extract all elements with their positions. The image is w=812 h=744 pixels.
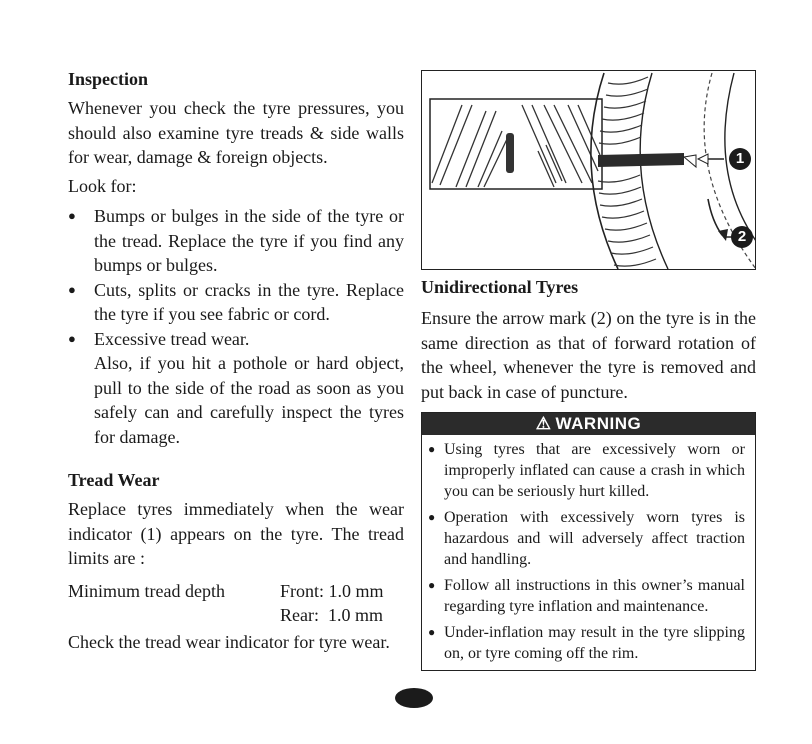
bullet-icon: ● [428,625,436,639]
warning-header [422,413,755,435]
bullet-icon: ● [68,281,76,297]
warning-title: WARNING [555,414,642,433]
bullet-icon: ● [428,578,436,592]
warning-triangle-icon: ⚠ [535,414,552,433]
right-column [421,70,756,671]
tread-wear-body: Replace tyres immediately when the wear indicator (1) appears on the tyre. The tread limits are : [68,499,404,568]
unidirectional-heading: Unidirectional Tyres [421,277,579,297]
callout-2-direction-arrow: 2 [731,226,753,248]
pothole-note: Also, if you hit a pothole or hard object, pull to the side of the road as soon as you safely can and carefully inspect the tyres for damage. [94,353,404,447]
tread-wear-heading: Tread Wear [68,470,160,490]
warning-list [422,435,755,670]
look-for-label: Look for: [68,175,137,196]
front-depth-value: Front: 1.0 mm [280,580,384,601]
list-item: ● Excessive tread wear. [68,327,404,352]
bullet-icon: ● [68,208,76,223]
list-item: ● Cuts, splits or cracks in the tyre. Replace the tyre if you see fabric or cord. [68,279,404,324]
bullet-icon: ● [428,510,436,524]
front-depth-row [68,579,404,604]
bullet-icon: ● [68,330,76,346]
list-item: ● Operation with excessively worn tyres is hazardous and will adversely affect traction and handling. [428,509,745,568]
list-item: ● Follow all instructions in this owner’s manual regarding tyre inflation and maintenance. [428,577,745,615]
page-number-oval [395,688,433,708]
left-column [68,66,404,654]
check-indicator-text: Check the tread wear indicator for tyre wear. [68,631,390,652]
inspection-bullet-list [68,204,404,351]
warning-box [421,412,756,671]
min-tread-label: Minimum tread depth [68,580,225,601]
unidirectional-body: Ensure the arrow mark (2) on the tyre is in the same direction as that of forward rotation of the wheel, whenever the tyre is removed and put back in case of puncture. [421,308,756,402]
rear-depth-value: Rear: 1.0 mm [280,605,383,625]
bullet-icon: ● [428,442,436,456]
tyre-diagram [422,71,756,270]
list-item: ● Bumps or bulges in the side of the tyre or the tread. Replace the tyre if you find any bumps or bulges. [68,206,404,275]
rear-depth-row [68,603,404,628]
list-item: ● Using tyres that are excessively worn or improperly inflated can cause a crash in which you can be seriously hurt killed. [428,441,745,500]
tyre-illustration [421,70,756,270]
list-item: ● Under-inflation may result in the tyre slipping on, or tyre coming off the rim. [428,624,745,662]
callout-1-wear-indicator: 1 [729,148,751,170]
inspection-heading: Inspection [68,69,149,89]
inspection-intro: Whenever you check the tyre pressures, you should also examine tyre treads & side walls for wear, damage & foreign objects. [68,98,404,167]
